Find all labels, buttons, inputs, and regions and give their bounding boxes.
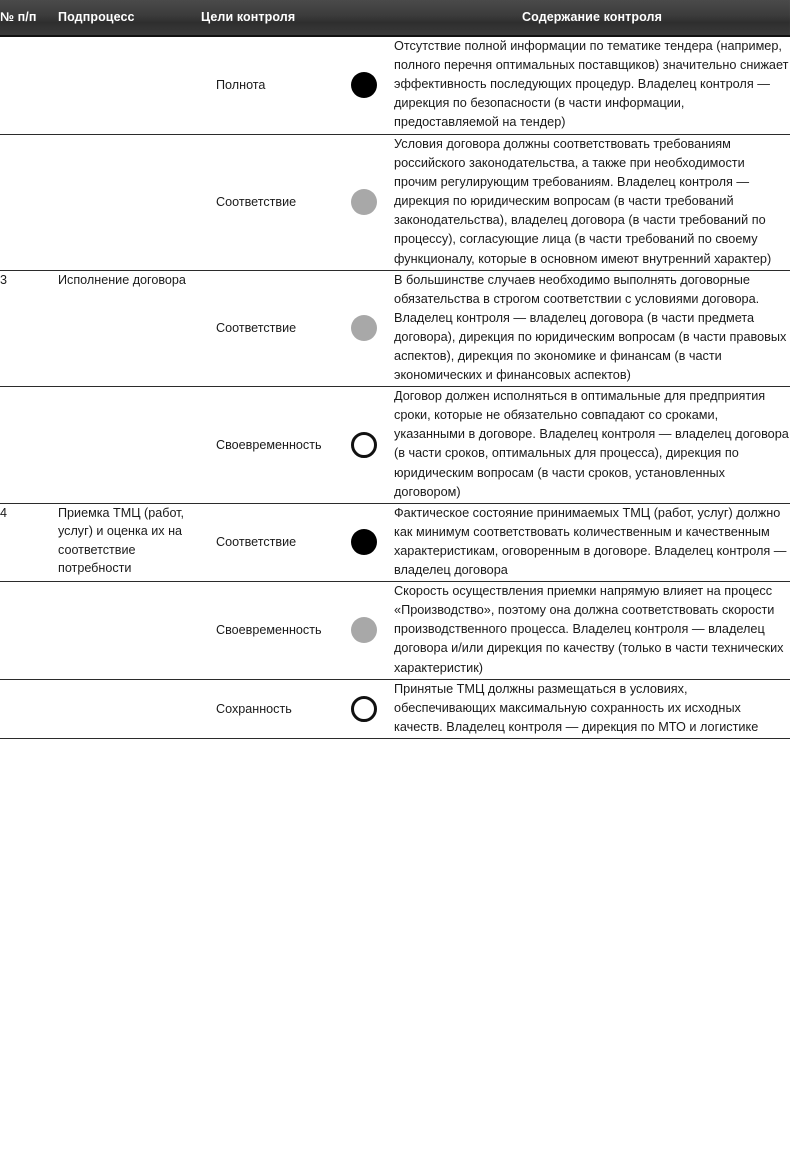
control-goal-wrap [201,680,334,738]
cell-control-goal [201,134,334,270]
cell-subprocess: Приемка ТМЦ (работ, услуг) и оценка их на соответствие потребности [58,503,201,581]
control-goal-wrap [201,504,334,581]
control-goal-label: Своевременность [216,623,322,638]
cell-control-goal [201,503,334,581]
table-row [0,582,790,679]
cell-number [0,387,58,504]
cell-control-goal [201,270,334,387]
cell-control-content [394,387,790,504]
marker-empty-icon [351,696,377,722]
marker-filled-icon [351,72,377,98]
control-content-text: Фактическое состояние принимаемых ТМЦ (работ, услуг) должно как минимум соответствовать количественным и качественным характеристикам, оговоренным в договоре. Владелец контроля — владелец договора [394,505,787,578]
rating-marker-wrap [334,504,394,581]
column-header-control-content: Содержание контроля [394,0,790,36]
table-row [0,134,790,270]
table-row [0,503,790,581]
rating-marker-wrap [334,271,394,387]
control-goal-label: Своевременность [216,437,322,452]
control-goal-label: Соответствие [216,321,297,336]
rating-marker-wrap [334,582,394,678]
rating-marker-wrap [334,680,394,738]
cell-subprocess [58,387,201,504]
cell-number [0,36,58,134]
control-content-text: Условия договора должны соответствовать требованиям российского законодательства, а также при необходимости прочим регулирующим требованиям. Владелец контроля — дирекция по юридическим вопросам (в части требований законодательства), владелец договора (в части требований по процессу), согласующие лица (в части требований по своему функционалу, которые в основном имеют внутренний характер) [394,136,772,266]
cell-subprocess [58,679,201,738]
cell-control-goal [201,36,334,134]
cell-number [0,582,58,679]
control-goal-wrap [201,37,334,134]
marker-half-icon [351,315,377,341]
control-goal-wrap [201,271,334,387]
cell-number: 3 [0,270,58,387]
table-body [0,36,790,738]
cell-number: 4 [0,503,58,581]
cell-subprocess [58,582,201,679]
cell-number [0,679,58,738]
control-goal-label: Соответствие [216,535,297,550]
table-header-row [0,0,790,36]
cell-control-content [394,134,790,270]
cell-control-content [394,270,790,387]
cell-rating-marker [334,503,394,581]
cell-rating-marker [334,387,394,504]
cell-control-content [394,679,790,738]
cell-control-content [394,503,790,581]
column-header-control-goals: Цели контроля [201,0,394,36]
control-content-text: Скорость осуществления приемки напрямую влияет на процесс «Производство», поэтому она должна соответствовать скорости производственного процесса. Владелец контроля — владелец договора и/или дирекция по качеству (только в части технических характеристик) [394,584,784,675]
cell-control-content [394,582,790,679]
control-goal-wrap [201,582,334,678]
cell-subprocess: Исполнение договора [58,270,201,387]
rating-marker-wrap [334,135,394,270]
cell-rating-marker [334,134,394,270]
control-content-text: Отсутствие полной информации по тематике тендера (например, полного перечня оптимальных поставщиков) значительно снижает эффективность последующих процедур. Владелец контроля — дирекция по безопасности (в части информации, предоставляемой на тендер) [394,39,789,130]
cell-rating-marker [334,36,394,134]
marker-half-icon [351,617,377,643]
marker-empty-icon [351,432,377,458]
table-row [0,387,790,504]
table-row [0,36,790,134]
control-goal-label: Соответствие [216,195,297,210]
cell-control-content [394,36,790,134]
table-row [0,270,790,387]
control-content-text: Принятые ТМЦ должны размещаться в условиях, обеспечивающих максимальную сохранность их исходных качеств. Владелец контроля — дирекция по МТО и логистике [394,681,759,734]
rating-marker-wrap [334,387,394,503]
control-goal-label: Сохранность [216,701,292,716]
column-header-subprocess: Подпроцесс [58,0,201,36]
control-goal-label: Полнота [216,78,266,93]
cell-rating-marker [334,270,394,387]
cell-control-goal [201,679,334,738]
cell-number [0,134,58,270]
cell-rating-marker [334,582,394,679]
cell-subprocess [58,36,201,134]
rating-marker-wrap [334,37,394,134]
control-content-text: В большинстве случаев необходимо выполнять договорные обязательства в строгом соответствии с условиями договора. Владелец контроля — владелец договора (в части предмета договора), дирекция по юридическим вопросам (в части правовых аспектов), дирекция по экономике и финансам (в части экономических и финансовых аспектов) [394,272,787,383]
marker-filled-icon [351,529,377,555]
cell-rating-marker [334,679,394,738]
table-row [0,679,790,738]
cell-subprocess [58,134,201,270]
table-header [0,0,790,36]
cell-control-goal [201,387,334,504]
control-content-text: Договор должен исполняться в оптимальные для предприятия сроки, которые не обязательно совпадают со сроками, указанными в договоре. Владелец контроля — владелец договора (в части сроков, оптимальных для процесса), дирекция по юридическим вопросам (в части сроков, установленных договором) [394,389,789,499]
control-goal-wrap [201,387,334,503]
control-goal-wrap [201,135,334,270]
column-header-number: № п/п [0,0,58,36]
cell-control-goal [201,582,334,679]
marker-half-icon [351,189,377,215]
